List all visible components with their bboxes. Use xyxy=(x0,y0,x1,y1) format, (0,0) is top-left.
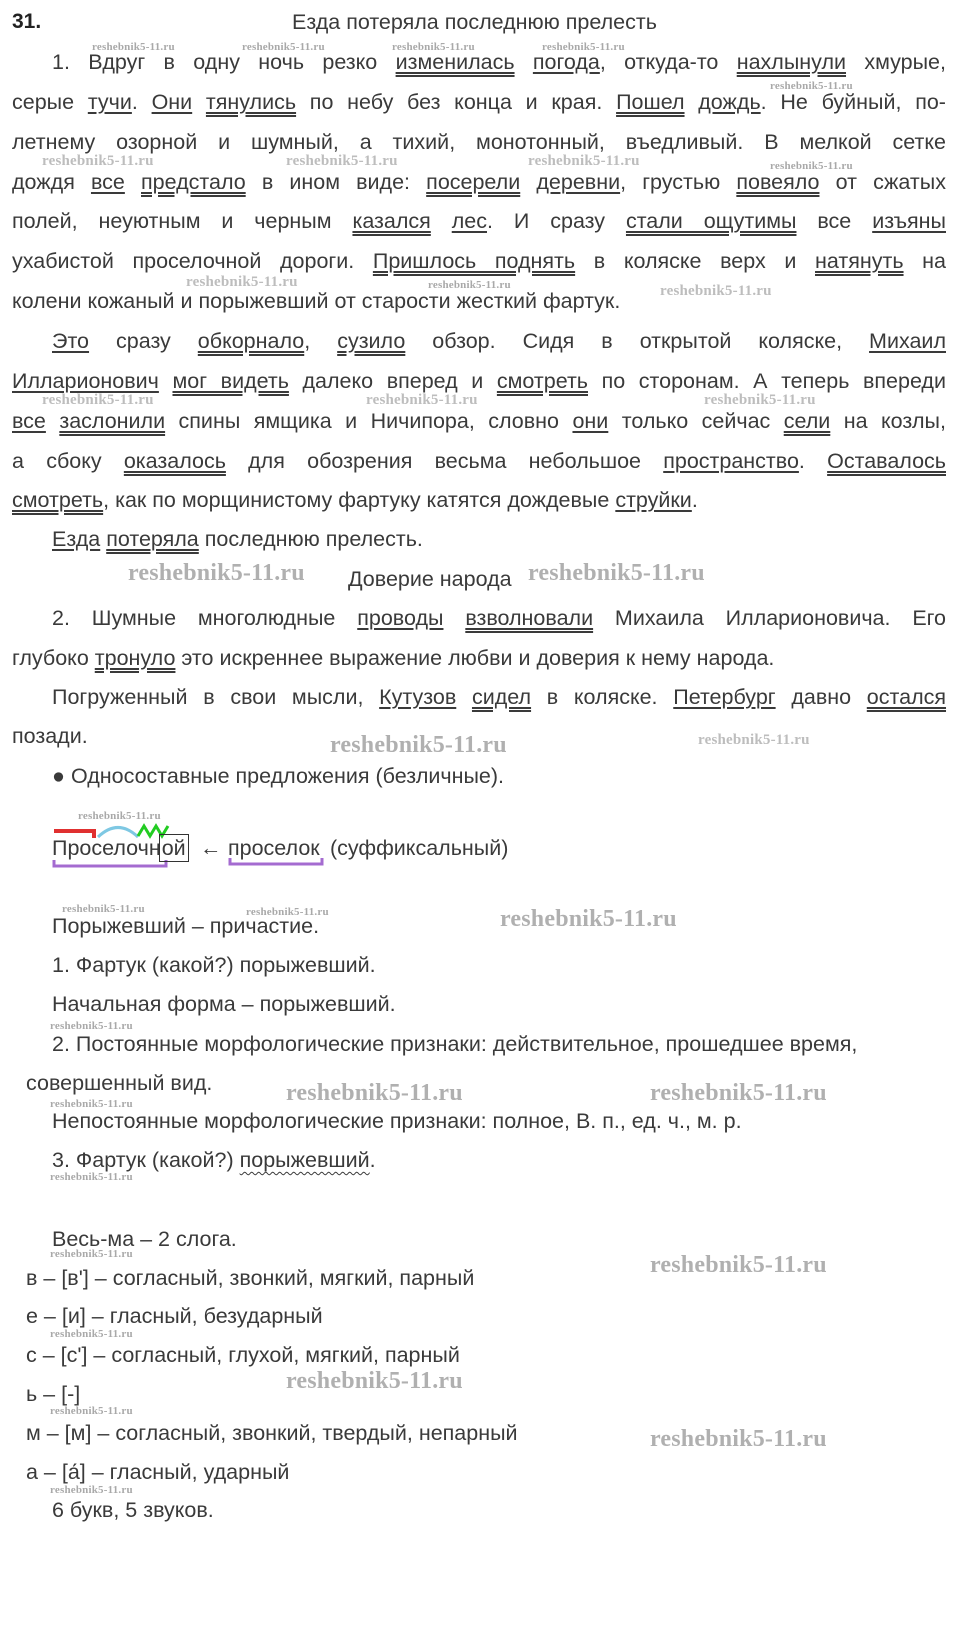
watermark: reshebnik5-11.ru xyxy=(770,80,853,92)
watermark: reshebnik5-11.ru xyxy=(392,41,475,53)
text-line xyxy=(52,684,946,710)
text-line xyxy=(52,328,946,354)
text-segment: летнему озорной и шумный, а тихий, монотонный, въедливый. В мелкой сетке xyxy=(12,130,946,154)
text-segment: для обозрения весьма небольшое xyxy=(225,449,664,473)
text-segment: в ином виде: xyxy=(245,170,427,194)
participle-title: Порыжевший – причастие. xyxy=(52,914,320,938)
text-segment: от сжатых xyxy=(819,170,946,194)
text-segment: на xyxy=(903,249,947,273)
predicate-underline: изменилась xyxy=(395,50,515,74)
subject-underline: струйки xyxy=(615,488,692,512)
predicate-underline: взволновали xyxy=(465,606,594,630)
watermark: reshebnik5-11.ru xyxy=(330,732,507,758)
text-segment: а сбоку xyxy=(12,449,124,473)
text-segment xyxy=(159,369,173,393)
predicate-underline: Пришлось поднять xyxy=(372,249,576,273)
participle-initial-form: Начальная форма – порыжевший. xyxy=(52,992,396,1016)
watermark: reshebnik5-11.ru xyxy=(42,153,154,169)
text-segment: Михаила Илларионовича. Его xyxy=(593,606,946,630)
watermark: reshebnik5-11.ru xyxy=(428,279,511,291)
predicate-underline: обкорнало xyxy=(197,329,305,353)
text-segment: по сторонам. А теперь впереди xyxy=(588,369,946,393)
subject-underline: Езда xyxy=(52,527,101,551)
text-segment: давно xyxy=(775,685,867,709)
predicate-underline: остался xyxy=(866,685,947,709)
text-segment: последнюю прелесть. xyxy=(198,527,423,551)
text-line xyxy=(12,645,774,671)
watermark: reshebnik5-11.ru xyxy=(286,1368,463,1394)
watermark: reshebnik5-11.ru xyxy=(62,903,145,915)
participle-step-2-cont: совершенный вид. xyxy=(26,1071,213,1095)
predicate-underline: повеяло xyxy=(736,170,820,194)
watermark: reshebnik5-11.ru xyxy=(528,560,705,586)
participle-step-1: 1. Фартук (какой?) порыжевший. xyxy=(52,953,376,977)
subject-underline: все xyxy=(12,409,46,433)
text-segment: , как по морщинистому фартуку катятся дождевые xyxy=(103,488,616,512)
text-line xyxy=(12,208,946,234)
predicate-underline: сели xyxy=(783,409,831,433)
text-segment: в коляске верх и xyxy=(575,249,816,273)
subject-underline: лес xyxy=(451,209,487,233)
derivation-arrow: ← xyxy=(200,836,222,860)
text-segment xyxy=(431,209,452,233)
text-line xyxy=(12,89,946,115)
subject-underline: Это xyxy=(52,329,90,353)
text-segment xyxy=(685,90,699,114)
text-line xyxy=(12,368,946,394)
watermark: reshebnik5-11.ru xyxy=(286,1080,463,1106)
text-segment: глубоко xyxy=(12,646,95,670)
text-segment: по небу без конца и края. xyxy=(296,90,617,114)
participle-step-2: 2. Постоянные морфологические признаки: действительное, прошедшее время, xyxy=(52,1032,858,1056)
subject-underline: погода xyxy=(532,50,600,74)
text-segment: . xyxy=(131,90,152,114)
watermark: reshebnik5-11.ru xyxy=(770,160,853,172)
watermark: reshebnik5-11.ru xyxy=(50,1405,133,1417)
predicate-underline: натянуть xyxy=(815,249,904,273)
text-segment: только сейчас xyxy=(608,409,784,433)
watermark: reshebnik5-11.ru xyxy=(500,906,677,932)
text-segment xyxy=(46,409,59,433)
watermark: reshebnik5-11.ru xyxy=(366,392,478,408)
text-line xyxy=(12,448,946,474)
base-stem-bracket xyxy=(228,858,328,870)
text-segment: на козлы, xyxy=(830,409,946,433)
text-segment: , xyxy=(304,329,338,353)
text-segment: все xyxy=(796,209,873,233)
watermark: reshebnik5-11.ru xyxy=(186,274,298,290)
subject-underline: проводы xyxy=(357,606,444,630)
text-segment: Погруженный в свои мысли, xyxy=(52,685,380,709)
subject-underline: тучи xyxy=(87,90,132,114)
watermark: reshebnik5-11.ru xyxy=(528,153,640,169)
participle-step-3-text: 3. Фартук (какой?) xyxy=(52,1148,240,1172)
text-segment xyxy=(520,170,536,194)
sentence-type-note: ● Односоставные предложения (безличные). xyxy=(52,764,505,788)
text-segment: сразу xyxy=(89,329,198,353)
subject-underline: Они xyxy=(151,90,193,114)
text-segment: в коляске. xyxy=(531,685,674,709)
text-segment: полей, неуютным и черным xyxy=(12,209,353,233)
predicate-underline: мог видеть xyxy=(172,369,289,393)
text-line xyxy=(12,129,946,155)
phonetics-row: с – [с'] – согласный, глухой, мягкий, парный xyxy=(26,1343,460,1367)
watermark: reshebnik5-11.ru xyxy=(650,1252,827,1278)
subject-underline: все xyxy=(90,170,125,194)
watermark: reshebnik5-11.ru xyxy=(542,41,625,53)
text-segment: далеко вперед и xyxy=(288,369,497,393)
text-line xyxy=(52,605,946,631)
predicate-underline: потеряла xyxy=(106,527,199,551)
page-title: Езда потеряла последнюю прелесть xyxy=(292,10,657,34)
participle-step-3-period: . xyxy=(369,1148,376,1172)
text-line xyxy=(52,49,946,75)
participle-step-3 xyxy=(52,1147,376,1173)
exercise-number: 31. xyxy=(12,10,42,33)
predicate-underline: Пошел xyxy=(616,90,685,114)
watermark: reshebnik5-11.ru xyxy=(50,1098,133,1110)
phonetics-summary: 6 букв, 5 звуков. xyxy=(52,1498,214,1522)
watermark: reshebnik5-11.ru xyxy=(650,1426,827,1452)
ending-box: ой xyxy=(161,836,186,860)
subject-underline: пространство xyxy=(663,449,799,473)
phonetics-title: Весь-ма – 2 слога. xyxy=(52,1227,237,1251)
predicate-underline: тянулись xyxy=(205,90,297,114)
word-stem-text: Проселочн xyxy=(52,836,161,860)
subject-underline: деревни xyxy=(536,170,621,194)
text-segment: . xyxy=(691,488,698,512)
predicate-underline: казался xyxy=(352,209,431,233)
predicate-underline: нахлынули xyxy=(736,50,847,74)
base-word-text: проселок xyxy=(228,836,320,860)
text-segment: ухабистой проселочной дороги. xyxy=(12,249,373,273)
text-line xyxy=(12,723,88,749)
watermark: reshebnik5-11.ru xyxy=(704,392,816,408)
text-segment: позади. xyxy=(12,724,88,748)
base-stem-mark xyxy=(230,858,322,864)
watermark: reshebnik5-11.ru xyxy=(128,560,305,586)
subject-underline: Петербург xyxy=(673,685,776,709)
watermark: reshebnik5-11.ru xyxy=(50,1484,133,1496)
watermark: reshebnik5-11.ru xyxy=(242,41,325,53)
participle-word: порыжевший xyxy=(239,1148,370,1172)
watermark: reshebnik5-11.ru xyxy=(92,41,175,53)
subject-underline: дождь xyxy=(698,90,761,114)
text-segment: . xyxy=(798,449,828,473)
text-segment: . Не буйный, по- xyxy=(760,90,946,114)
predicate-underline: стали ощутимы xyxy=(625,209,797,233)
parsed-word xyxy=(52,835,187,861)
text-segment: хмурые, xyxy=(846,50,946,74)
text-segment: 1. Вдруг в одну ночь резко xyxy=(52,50,396,74)
text-segment: 2. Шумные многолюдные xyxy=(52,606,358,630)
predicate-underline: сузило xyxy=(337,329,406,353)
text-line xyxy=(12,169,946,195)
phonetics-row: в – [в'] – согласный, звонкий, мягкий, парный xyxy=(26,1266,475,1290)
text-segment xyxy=(456,685,472,709)
predicate-underline: тронуло xyxy=(94,646,176,670)
predicate-underline: оказалось xyxy=(123,449,226,473)
watermark: reshebnik5-11.ru xyxy=(78,810,161,822)
text-segment: это искреннее выражение любви и доверия к нему народа. xyxy=(175,646,775,670)
text-segment xyxy=(515,50,533,74)
phonetics-row: м – [м] – согласный, звонкий, твердый, непарный xyxy=(26,1421,518,1445)
text-line xyxy=(12,288,620,314)
watermark: reshebnik5-11.ru xyxy=(246,906,329,918)
subject-underline: они xyxy=(572,409,609,433)
predicate-underline: смотреть xyxy=(12,488,104,512)
text-segment: , откуда-то xyxy=(599,50,737,74)
subject-underline: Кутузов xyxy=(379,685,457,709)
text-line xyxy=(12,487,698,513)
section-subtitle: Доверие народа xyxy=(348,567,512,591)
text-segment: спины ямщика и Ничипора, словно xyxy=(165,409,573,433)
predicate-underline: смотреть xyxy=(496,369,588,393)
predicate-underline: сидел xyxy=(471,685,532,709)
text-segment xyxy=(125,170,141,194)
subject-underline: изъяны xyxy=(872,209,946,233)
text-segment: колени кожаный и порыжевший от старости жесткий фартук. xyxy=(12,289,621,313)
watermark: reshebnik5-11.ru xyxy=(650,1080,827,1106)
phonetics-row: ь – [-] xyxy=(26,1382,81,1406)
text-segment: обзор. Сидя в открытой коляске, xyxy=(405,329,870,353)
derivation-method: (суффиксальный) xyxy=(330,836,509,860)
text-line xyxy=(12,408,946,434)
text-segment: . И сразу xyxy=(487,209,626,233)
text-segment: дождя xyxy=(12,170,91,194)
text-line xyxy=(52,526,423,552)
text-segment xyxy=(443,606,465,630)
phonetics-row: а – [а́] – гласный, ударный xyxy=(26,1460,290,1484)
watermark: reshebnik5-11.ru xyxy=(50,1328,133,1340)
predicate-underline: заслонили xyxy=(59,409,166,433)
text-segment xyxy=(192,90,206,114)
watermark: reshebnik5-11.ru xyxy=(698,732,810,748)
watermark: reshebnik5-11.ru xyxy=(42,392,154,408)
subject-underline: Михаил xyxy=(869,329,946,353)
phonetics-row: е – [и] – гласный, безударный xyxy=(26,1304,323,1328)
watermark: reshebnik5-11.ru xyxy=(50,1248,133,1260)
watermark: reshebnik5-11.ru xyxy=(286,153,398,169)
text-line xyxy=(12,248,946,274)
predicate-underline: предстало xyxy=(141,170,246,194)
watermark: reshebnik5-11.ru xyxy=(660,283,772,299)
participle-variable-features: Непостоянные морфологические признаки: полное, В. п., ед. ч., м. р. xyxy=(52,1109,742,1133)
watermark: reshebnik5-11.ru xyxy=(50,1020,133,1032)
predicate-underline: Оставалось xyxy=(827,449,946,473)
predicate-underline: посерели xyxy=(426,170,521,194)
watermark: reshebnik5-11.ru xyxy=(50,1171,133,1183)
subject-underline: Илларионович xyxy=(12,369,159,393)
text-segment: серые xyxy=(12,90,88,114)
text-segment: , грустью xyxy=(620,170,737,194)
